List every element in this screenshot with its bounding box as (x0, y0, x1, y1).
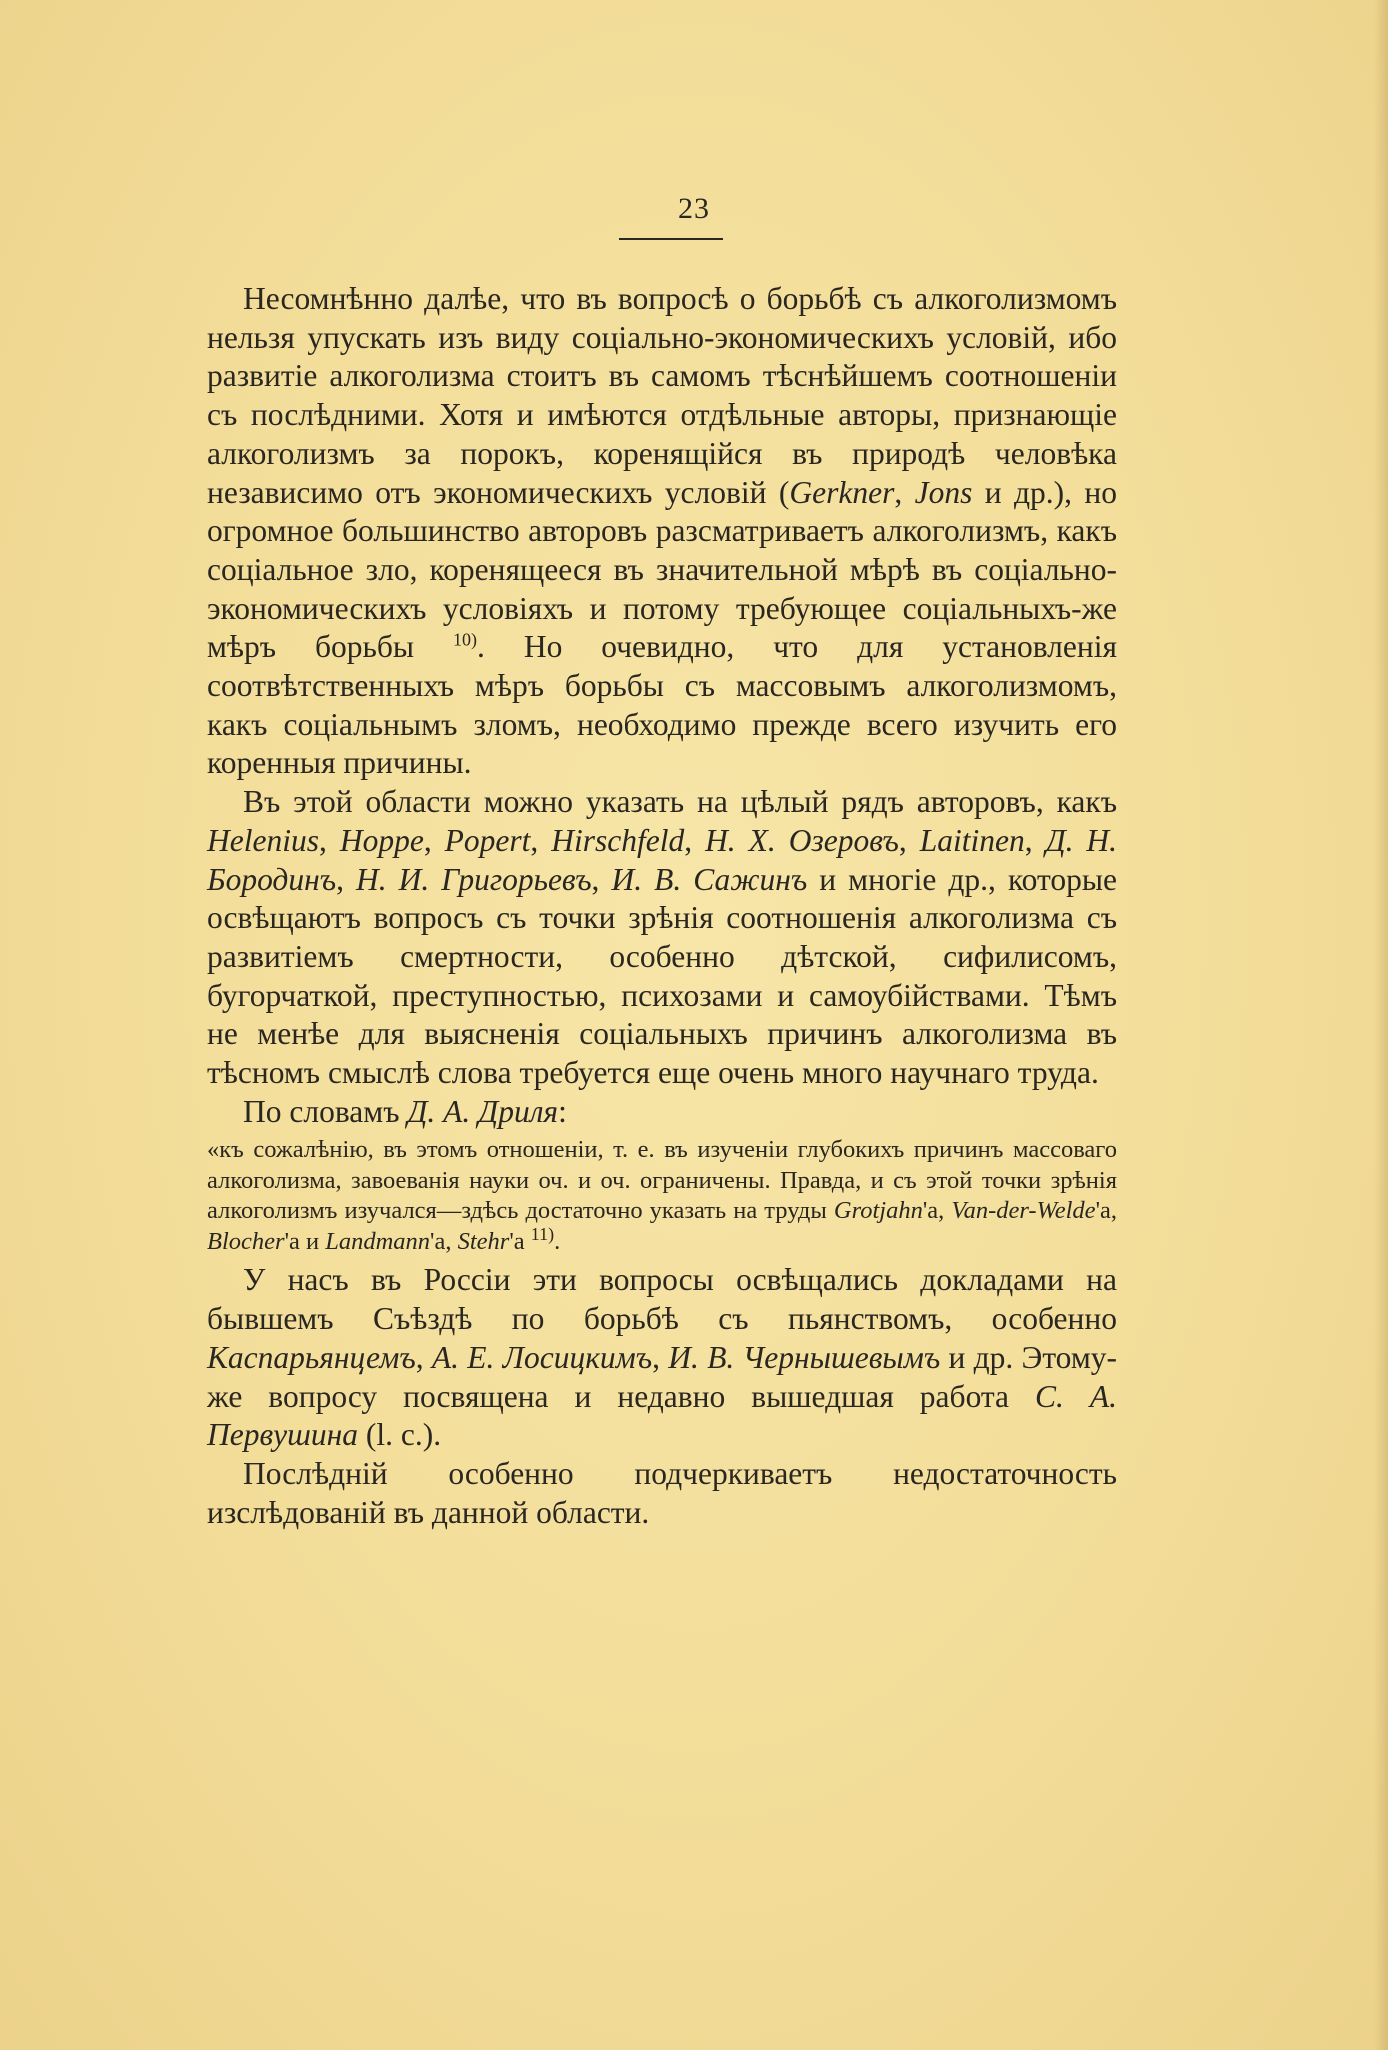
page-edge-shadow (1374, 0, 1388, 2050)
text-run: : (558, 1093, 567, 1129)
italic-name: Д. А. Дриля (407, 1093, 559, 1129)
text-run: 'а (509, 1227, 531, 1255)
paragraph (207, 280, 1117, 783)
italic-name: Н. И. Григорьевъ (355, 861, 592, 897)
body-text (207, 280, 1117, 1532)
text-run: , (415, 1339, 432, 1375)
text-run: По словамъ (243, 1093, 408, 1129)
italic-name: Blocher (207, 1227, 285, 1255)
text-run: 'а, (430, 1227, 458, 1255)
text-run: У насъ въ Россіи эти вопросы освѣщались докладами на бывшемъ Съѣздѣ по борьбѣ съ пьянствомъ, особенно (207, 1262, 1117, 1337)
italic-name: Д. Н. Бородинъ (207, 822, 1118, 897)
italic-name: Popert (444, 822, 531, 858)
italic-name: Н. Х. Озеровъ (705, 822, 899, 858)
italic-name: Landmann (325, 1227, 431, 1255)
italic-name: Helenius (207, 822, 319, 858)
text-run: , (591, 861, 612, 897)
italic-name: Laitinen (919, 822, 1025, 858)
text-run: , (530, 822, 552, 858)
text-run: . Но очевидно, что для установленія соотвѣтственныхъ мѣръ борьбы съ массовымъ алкоголизмомъ, какъ соціальнымъ зломъ, необходимо прежде всего изучить его коренныя причины. (207, 629, 1117, 781)
text-run: Послѣдній особенно подчеркиваетъ недостаточность изслѣдованій въ данной области. (207, 1455, 1117, 1530)
paragraph (207, 1261, 1117, 1455)
text-run: и многіе др., которые освѣщаютъ вопросъ съ точки зрѣнія соотношенія алкоголизма съ развитіемъ смертности, особенно дѣтской, сифилисомъ, бугорчаткой, преступностью, психозами и самоубійствами. Тѣмъ не менѣе для выясненія соціальныхъ причинъ алкоголизма въ тѣсномъ смыслѣ слова требуется еще очень много научнаго труда. (207, 861, 1117, 1091)
text-run: , (684, 822, 706, 858)
text-run: , (336, 861, 356, 897)
page-number: 23 (678, 192, 710, 225)
footnote-reference: 10) (453, 629, 478, 650)
italic-name: Каспарьянцемъ (207, 1339, 416, 1375)
text-run: 'а, (1095, 1197, 1117, 1225)
text-run: 'а и (284, 1227, 326, 1255)
text-run: , (423, 822, 445, 858)
text-run: 'а, (922, 1197, 952, 1225)
text-run: и др.), но огромное большинство авторовъ разсматриваетъ алкоголизмъ, какъ соціальное зло, коренящееся въ значительной мѣрѣ въ соціально-экономическихъ условіяхъ и потому требующее соціальныхъ-же мѣръ борьбы (207, 474, 1118, 665)
paragraph (207, 1455, 1117, 1532)
text-run: , (894, 474, 915, 510)
italic-name: Stehr (457, 1227, 510, 1255)
text-run: и др. Этому-же вопросу посвящена и недавно вышедшая работа (207, 1339, 1118, 1414)
text-run: (l. c.). (358, 1417, 442, 1453)
footnote-reference: 11) (530, 1223, 555, 1244)
text-run: . (554, 1227, 561, 1255)
text-run: Въ этой области можно указать на цѣлый рядъ авторовъ, какъ (243, 784, 1117, 820)
italic-name: Jons (914, 474, 973, 510)
text-run: Несомнѣнно далѣе, что въ вопросѣ о борьбѣ съ алкоголизмомъ нельзя упускать изъ виду соціально-экономическихъ условій, ибо развитіе алкоголизма стоитъ въ самомъ тѣснѣйшемъ соотношеніи съ послѣдними. Хотя и имѣются отдѣльные авторы, признающіе алкоголизмъ за порокъ, коренящійся въ природѣ человѣка независимо отъ экономическихъ условій ( (207, 281, 1117, 510)
italic-name: Gerkner (789, 474, 895, 510)
quotation-paragraph (207, 1135, 1117, 1257)
italic-name: Hoppe (339, 822, 424, 858)
italic-name: И. В. Чернышевымъ (668, 1339, 941, 1375)
page-number-rule (619, 238, 723, 240)
text-run: «къ сожалѣнію, въ этомъ отношеніи, т. е. въ изученіи глубокихъ причинъ массоваго алкоголизма, завоеванія науки оч. и оч. ограничены. Правда, и съ этой точки зрѣнія алкоголизмъ изучался—здѣсь достаточно указать на труды (207, 1136, 1117, 1225)
italic-name: И. В. Сажинъ (611, 861, 808, 897)
italic-name: Grotjahn (833, 1197, 923, 1225)
italic-name: С. А. Первушина (207, 1378, 1117, 1453)
paragraph (207, 1093, 1117, 1132)
italic-name: Hirschfeld (551, 822, 685, 858)
text-run: , (318, 822, 340, 858)
text-run: , (1024, 822, 1046, 858)
italic-name: А. Е. Лосицкимъ (431, 1339, 653, 1375)
text-run: , (652, 1339, 669, 1375)
italic-name: Van-der-Welde (951, 1197, 1096, 1225)
text-run: , (898, 822, 920, 858)
paragraph (207, 783, 1117, 1093)
